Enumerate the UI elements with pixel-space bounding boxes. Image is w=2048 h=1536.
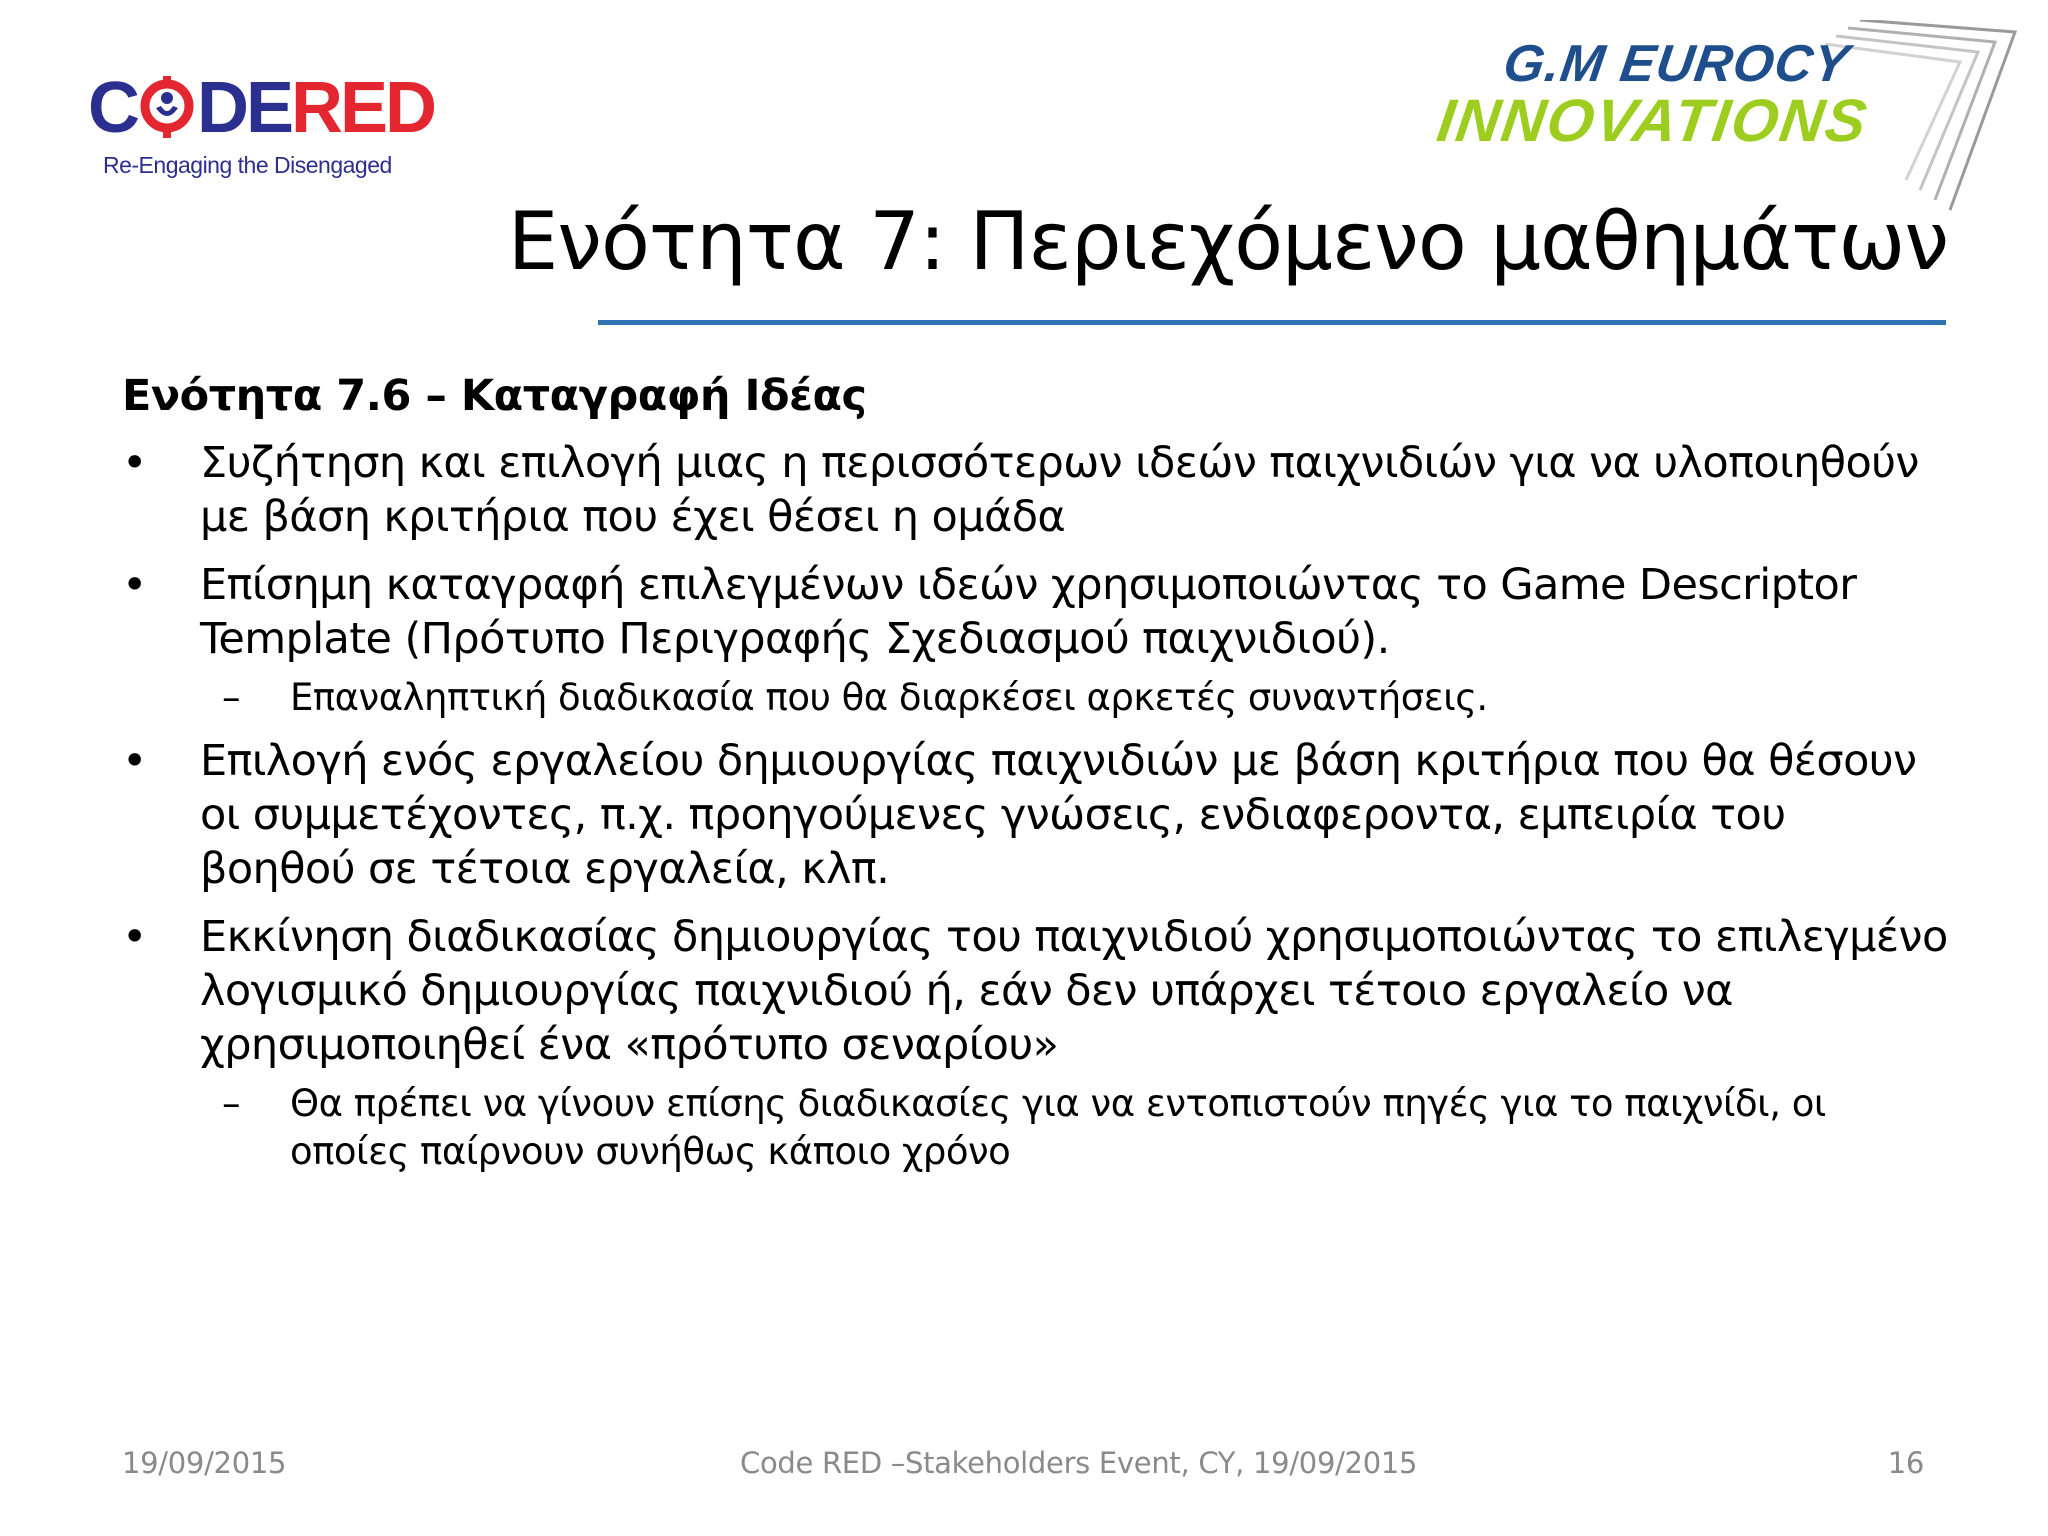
list-item (122, 558, 1952, 666)
list-item-text: Συζήτηση και επιλογή μιας η περισσότερων ιδεών παιχνιδιών για να υλοποιηθούν με βάση κριτήρια που έχει θέσει η ομάδα (200, 438, 1919, 542)
logo-gm-eurocy: G.M EUROCY (1499, 35, 1854, 93)
logo-letter-c: C (88, 68, 137, 148)
dash-marker: – (222, 1082, 240, 1125)
list-item-text: Εκκίνηση διαδικασίας δημιουργίας του παιχνιδιού χρησιμοποιώντας το επιλεγμένο λογισμικό δημιουργίας παιχνιδιού ή, εάν δεν υπάρχει τέτοιο εργαλείο να χρησιμοποιηθεί ένα «πρότυπο σεναρίου» (200, 912, 1948, 1070)
codered-logo (88, 68, 435, 188)
logo-innovations: INNOVATIONS (1433, 87, 1873, 154)
bullet-marker: • (122, 736, 147, 786)
footer-date: 19/09/2015 (122, 1446, 287, 1480)
bullet-marker: • (122, 438, 147, 488)
slide-title: Ενότητα 7: Περιεχόμενο μαθημάτων (507, 195, 1948, 288)
title-underline (598, 320, 1946, 325)
gm-eurocy-logo (1430, 20, 2030, 220)
footer-event: Code RED –Stakeholders Event, CY, 19/09/2015 (740, 1446, 1418, 1480)
slide-content (122, 360, 1952, 1188)
sub-list-item-text: Θα πρέπει να γίνουν επίσης διαδικασίες για να εντοπιστούν πηγές για το παιχνίδι, οι οποίες παίρνουν συνήθως κάποιο χρόνο (290, 1082, 1826, 1173)
logo-tagline: Re-Engaging the Disengaged (103, 152, 392, 178)
list-item (122, 436, 1952, 544)
list-item-text: Επίσημη καταγραφή επιλεγμένων ιδεών χρησιμοποιώντας το Game Descriptor Template (Πρότυπο Περιγραφής Σχεδιασμού παιχνιδιού). (200, 560, 1857, 664)
bullet-marker: • (122, 912, 147, 962)
logo-letters-red: RED (291, 68, 435, 148)
logo-letters-de: DE (197, 68, 292, 148)
sub-list-item (122, 1080, 1952, 1176)
list-item-text: Επιλογή ενός εργαλείου δημιουργίας παιχνιδιών με βάση κριτήρια που θα θέσουν οι συμμετέχοντες, π.χ. προηγούμενες γνώσεις, ενδιαφεροντα, εμπειρία του βοηθού σε τέτοια εργαλεία, κλπ. (200, 736, 1917, 894)
list-item (122, 734, 1952, 896)
sub-list-item-text: Επαναληπτική διαδικασία που θα διαρκέσει αρκετές συναντήσεις. (290, 676, 1488, 719)
target-person-icon (137, 72, 197, 142)
list-item (122, 910, 1952, 1072)
sub-list-item (122, 674, 1952, 722)
dash-marker: – (222, 676, 240, 719)
page-number: 16 (1887, 1446, 1924, 1480)
bullet-marker: • (122, 560, 147, 610)
section-heading: Ενότητα 7.6 – Καταγραφή Ιδέας (122, 371, 867, 421)
